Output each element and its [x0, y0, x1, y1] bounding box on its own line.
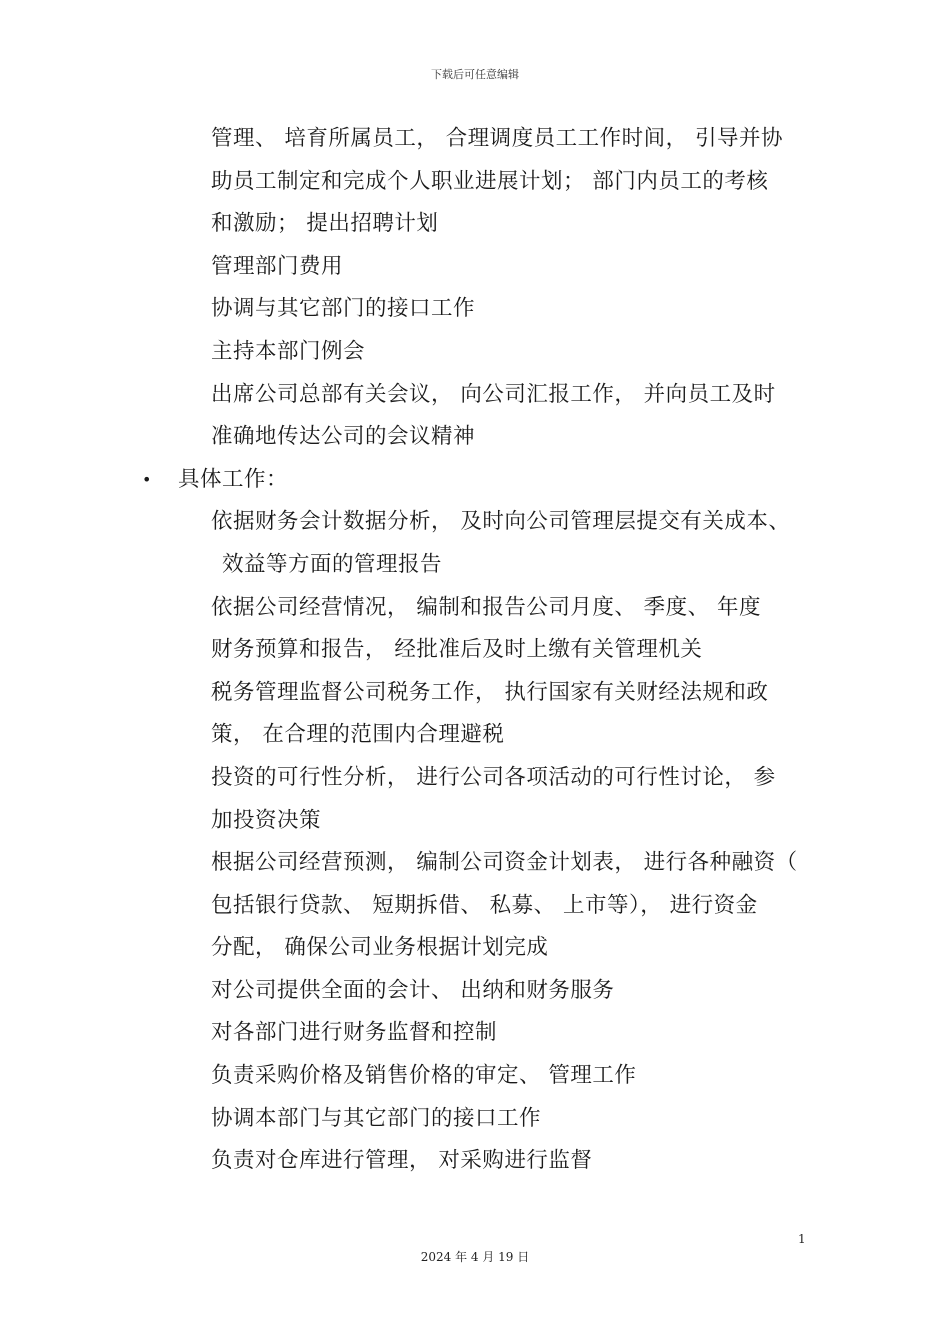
work-item-line: 负责对仓库进行管理， 对采购进行监督 — [211, 1148, 593, 1174]
work-item-line: 依据财务会计数据分析， 及时向公司管理层提交有关成本、 — [211, 509, 791, 535]
paragraph-line: 主持本部门例会 — [211, 338, 366, 364]
work-item-line: 策， 在合理的范围内合理避税 — [211, 722, 505, 748]
work-item-line: 税务管理监督公司税务工作， 执行国家有关财经法规和政 — [211, 679, 769, 705]
work-item-line: 依据公司经营情况， 编制和报告公司月度、 季度、 年度 — [211, 594, 762, 620]
paragraph-line: 协调与其它部门的接口工作 — [211, 296, 476, 322]
paragraph-line: 管理、 培育所属员工， 合理调度员工工作时间， 引导并协 — [211, 126, 784, 151]
page-number: 1 — [798, 1232, 806, 1246]
footer-date: 2024 年 4 月 19 日 — [420, 1250, 530, 1264]
work-item-line: 财务预算和报告， 经批准后及时上缴有关管理机关 — [211, 637, 703, 663]
paragraph-line: 准确地传达公司的会议精神 — [211, 424, 476, 450]
paragraph-line: 出席公司总部有关会议， 向公司汇报工作， 并向员工及时 — [211, 381, 776, 407]
bullet-icon: • — [142, 469, 152, 489]
document-body — [0, 118, 950, 1183]
section-title: 具体工作： — [178, 466, 289, 492]
paragraph-line: 和激励； 提出招聘计划 — [211, 211, 439, 237]
work-item-line: 包括银行贷款、 短期拆借、 私募、 上市等）， 进行资金 — [211, 892, 758, 918]
work-item-line: 效益等方面的管理报告 — [222, 551, 443, 577]
work-item-line: 协调本部门与其它部门的接口工作 — [211, 1105, 542, 1131]
paragraph-line: 管理部门费用 — [211, 253, 344, 279]
work-item-line: 对公司提供全面的会计、 出纳和财务服务 — [211, 977, 615, 1003]
paragraph-line: 助员工制定和完成个人职业进展计划； 部门内员工的考核 — [211, 168, 769, 194]
work-item-line: 负责采购价格及销售价格的审定、 管理工作 — [211, 1063, 637, 1089]
work-item-line: 加投资决策 — [211, 807, 322, 833]
work-item-line: 根据公司经营预测， 编制公司资金计划表， 进行各种融资（ — [211, 850, 798, 876]
page-header: 下载后可任意编辑 — [431, 68, 519, 81]
work-item-line: 对各部门进行财务监督和控制 — [211, 1020, 498, 1046]
work-item-line: 分配， 确保公司业务根据计划完成 — [211, 935, 549, 961]
section-heading — [0, 459, 950, 502]
work-item-line: 投资的可行性分析， 进行公司各项活动的可行性讨论， 参 — [211, 764, 776, 790]
